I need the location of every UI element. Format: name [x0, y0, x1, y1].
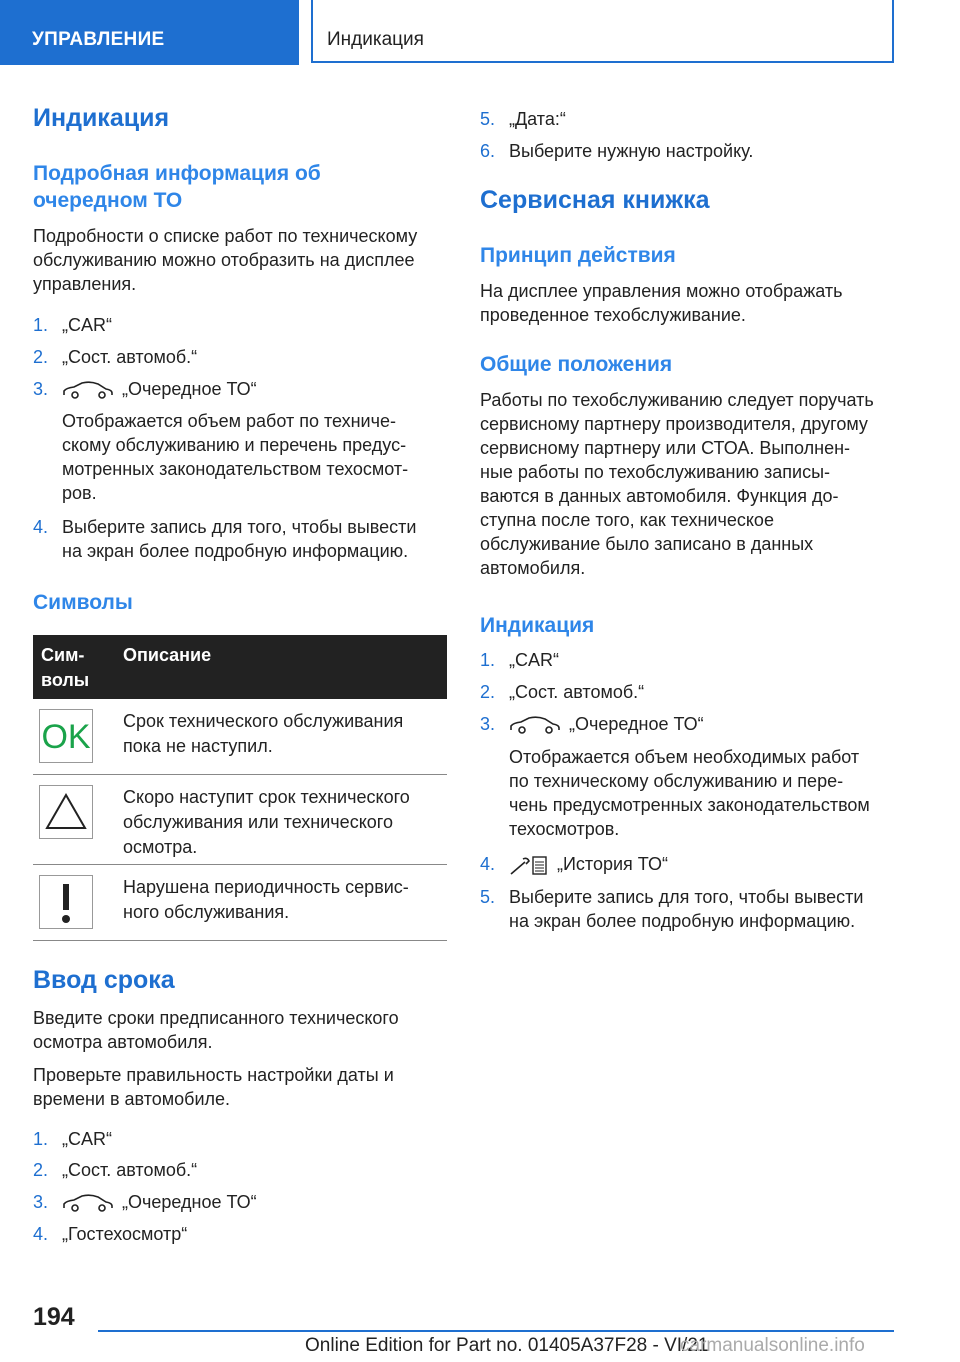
car-icon	[62, 1193, 114, 1213]
date-p1-line: осмотра автомобиля.	[33, 1032, 213, 1052]
table-row: Нарушена периодичность сервис- ного обслуживания.	[33, 865, 447, 941]
general-line: ваются в данных автомобиля. Функция до-	[480, 486, 839, 506]
step3-desc-line: Отображается объем необходимых работ	[509, 747, 860, 767]
footer-watermark: carmanualsonline.info	[680, 1335, 865, 1356]
general-line: ступна после того, как техническое	[480, 510, 774, 530]
page-title: Индикация	[33, 104, 170, 132]
step3-desc-line: техосмотров.	[509, 819, 620, 839]
date-p2-line: Проверьте правильность настройки даты и	[33, 1065, 394, 1085]
date-heading: Ввод срока	[33, 966, 175, 994]
subtitle-line-1: Подробная информация об	[33, 162, 321, 185]
col-symbols-l1: Сим-	[41, 645, 85, 665]
header-section-label: УПРАВЛЕНИЕ	[32, 29, 165, 50]
table-row: Скоро наступит срок технического обслуживания или технического осмотра.	[33, 775, 447, 865]
svg-text:OK: OK	[41, 718, 91, 756]
footer-edition: Online Edition for Part no. 01405A37F28 - VI/21	[305, 1335, 709, 1356]
step3-desc-line: ров.	[62, 483, 97, 503]
general-line: сервисному партнеру или СТОА. Выполнен-	[480, 438, 851, 458]
intro-line-1: Подробности о списке работ по техническому	[33, 226, 418, 246]
display-heading: Индикация	[480, 614, 595, 637]
car-icon	[509, 715, 561, 735]
exclamation-icon	[39, 875, 93, 929]
table-row: OK Срок технического обслуживания пока не наступил.	[33, 699, 447, 775]
header-topic-label: Индикация	[327, 29, 424, 50]
step3-desc-line: мотренных законодательством техосмот-	[62, 459, 409, 479]
intro-line-3: управления.	[33, 274, 137, 294]
principle-line: На дисплее управления можно отображать	[480, 281, 843, 301]
header-topic-tab	[311, 0, 894, 63]
ok-icon	[39, 709, 93, 763]
general-line: ные работы по техобслуживанию записы-	[480, 462, 831, 482]
footer-rule	[98, 1330, 894, 1332]
step3-desc-line: Отображается объем работ по техниче-	[62, 411, 396, 431]
subtitle-line-2: очередном ТО	[33, 189, 183, 212]
symbols-heading: Символы	[33, 591, 133, 614]
step3-desc-line: по техническому обслуживанию и пере-	[509, 771, 844, 791]
car-icon	[62, 380, 114, 400]
principle-line: проведенное техобслуживание.	[480, 305, 746, 325]
general-line: сервисному партнеру производителя, другому	[480, 414, 868, 434]
date-p2-line: времени в автомобиле.	[33, 1089, 231, 1109]
warning-triangle-icon	[39, 785, 93, 839]
col-symbols-l2: волы	[41, 670, 90, 690]
service-history-icon	[509, 854, 549, 876]
list-item-cont: на экран более подробную информацию.	[62, 541, 409, 561]
principle-heading: Принцип действия	[480, 244, 676, 267]
col-description: Описание	[123, 645, 212, 665]
header-section-tab	[0, 0, 299, 65]
date-p1-line: Введите сроки предписанного технического	[33, 1008, 399, 1028]
general-line: Работы по техобслуживанию следует поручать	[480, 390, 874, 410]
general-line: автомобиля.	[480, 558, 586, 578]
service-book-heading: Сервисная книжка	[480, 186, 710, 214]
step3-desc-line: чень предусмотренных законодательством	[509, 795, 870, 815]
symbols-table-header	[33, 635, 447, 699]
list-item-cont: на экран более подробную информацию.	[509, 911, 856, 931]
general-line: обслуживание было записано в данных	[480, 534, 814, 554]
intro-line-2: обслуживанию можно отобразить на дисплее	[33, 250, 415, 270]
general-heading: Общие положения	[480, 353, 673, 376]
step3-desc-line: скому обслуживанию и перечень предус-	[62, 435, 407, 455]
page-number: 194	[33, 1303, 75, 1331]
